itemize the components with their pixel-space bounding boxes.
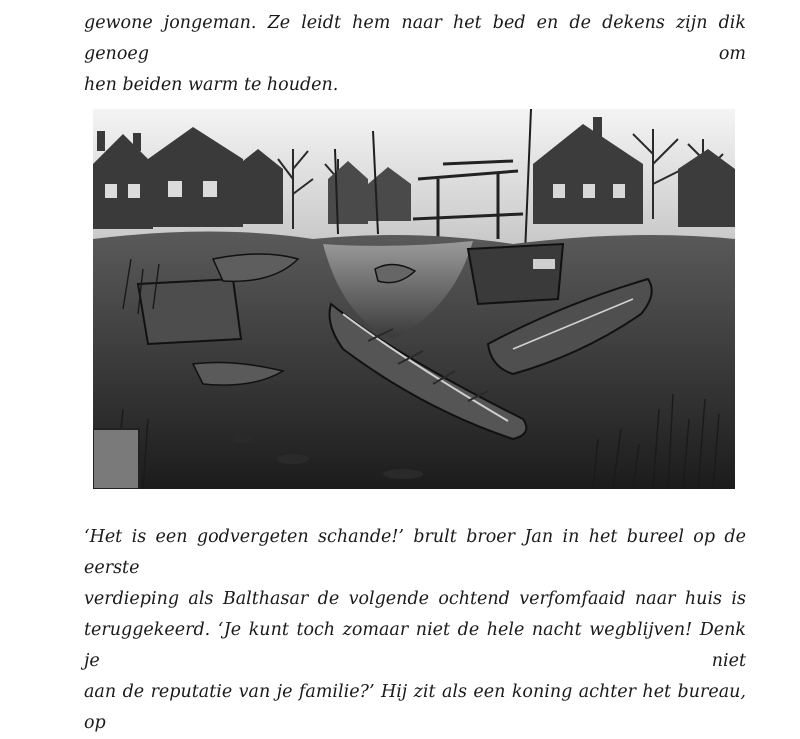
top-paragraph — [84, 8, 746, 101]
text-line: ‘Het is een godvergeten schande!’ brult broer Jan in het bureel op de eerste — [84, 527, 746, 578]
text-line: verdieping als Balthasar de volgende ochtend verfomfaaid naar huis is — [84, 589, 746, 609]
text-line: aan de reputatie van je familie?’ Hij zit als een koning achter het bureau, op — [84, 682, 746, 733]
bottom-paragraph — [84, 522, 746, 739]
harbor-illustration — [93, 109, 735, 489]
text-line: gewone jongeman. Ze leidt hem naar het bed en de dekens zijn dik genoeg om — [84, 13, 746, 64]
text-line: hen beiden warm te houden. — [84, 75, 339, 95]
text-line: teruggekeerd. ‘Je kunt toch zomaar niet de hele nacht wegblijven! Denk je niet — [84, 620, 746, 671]
